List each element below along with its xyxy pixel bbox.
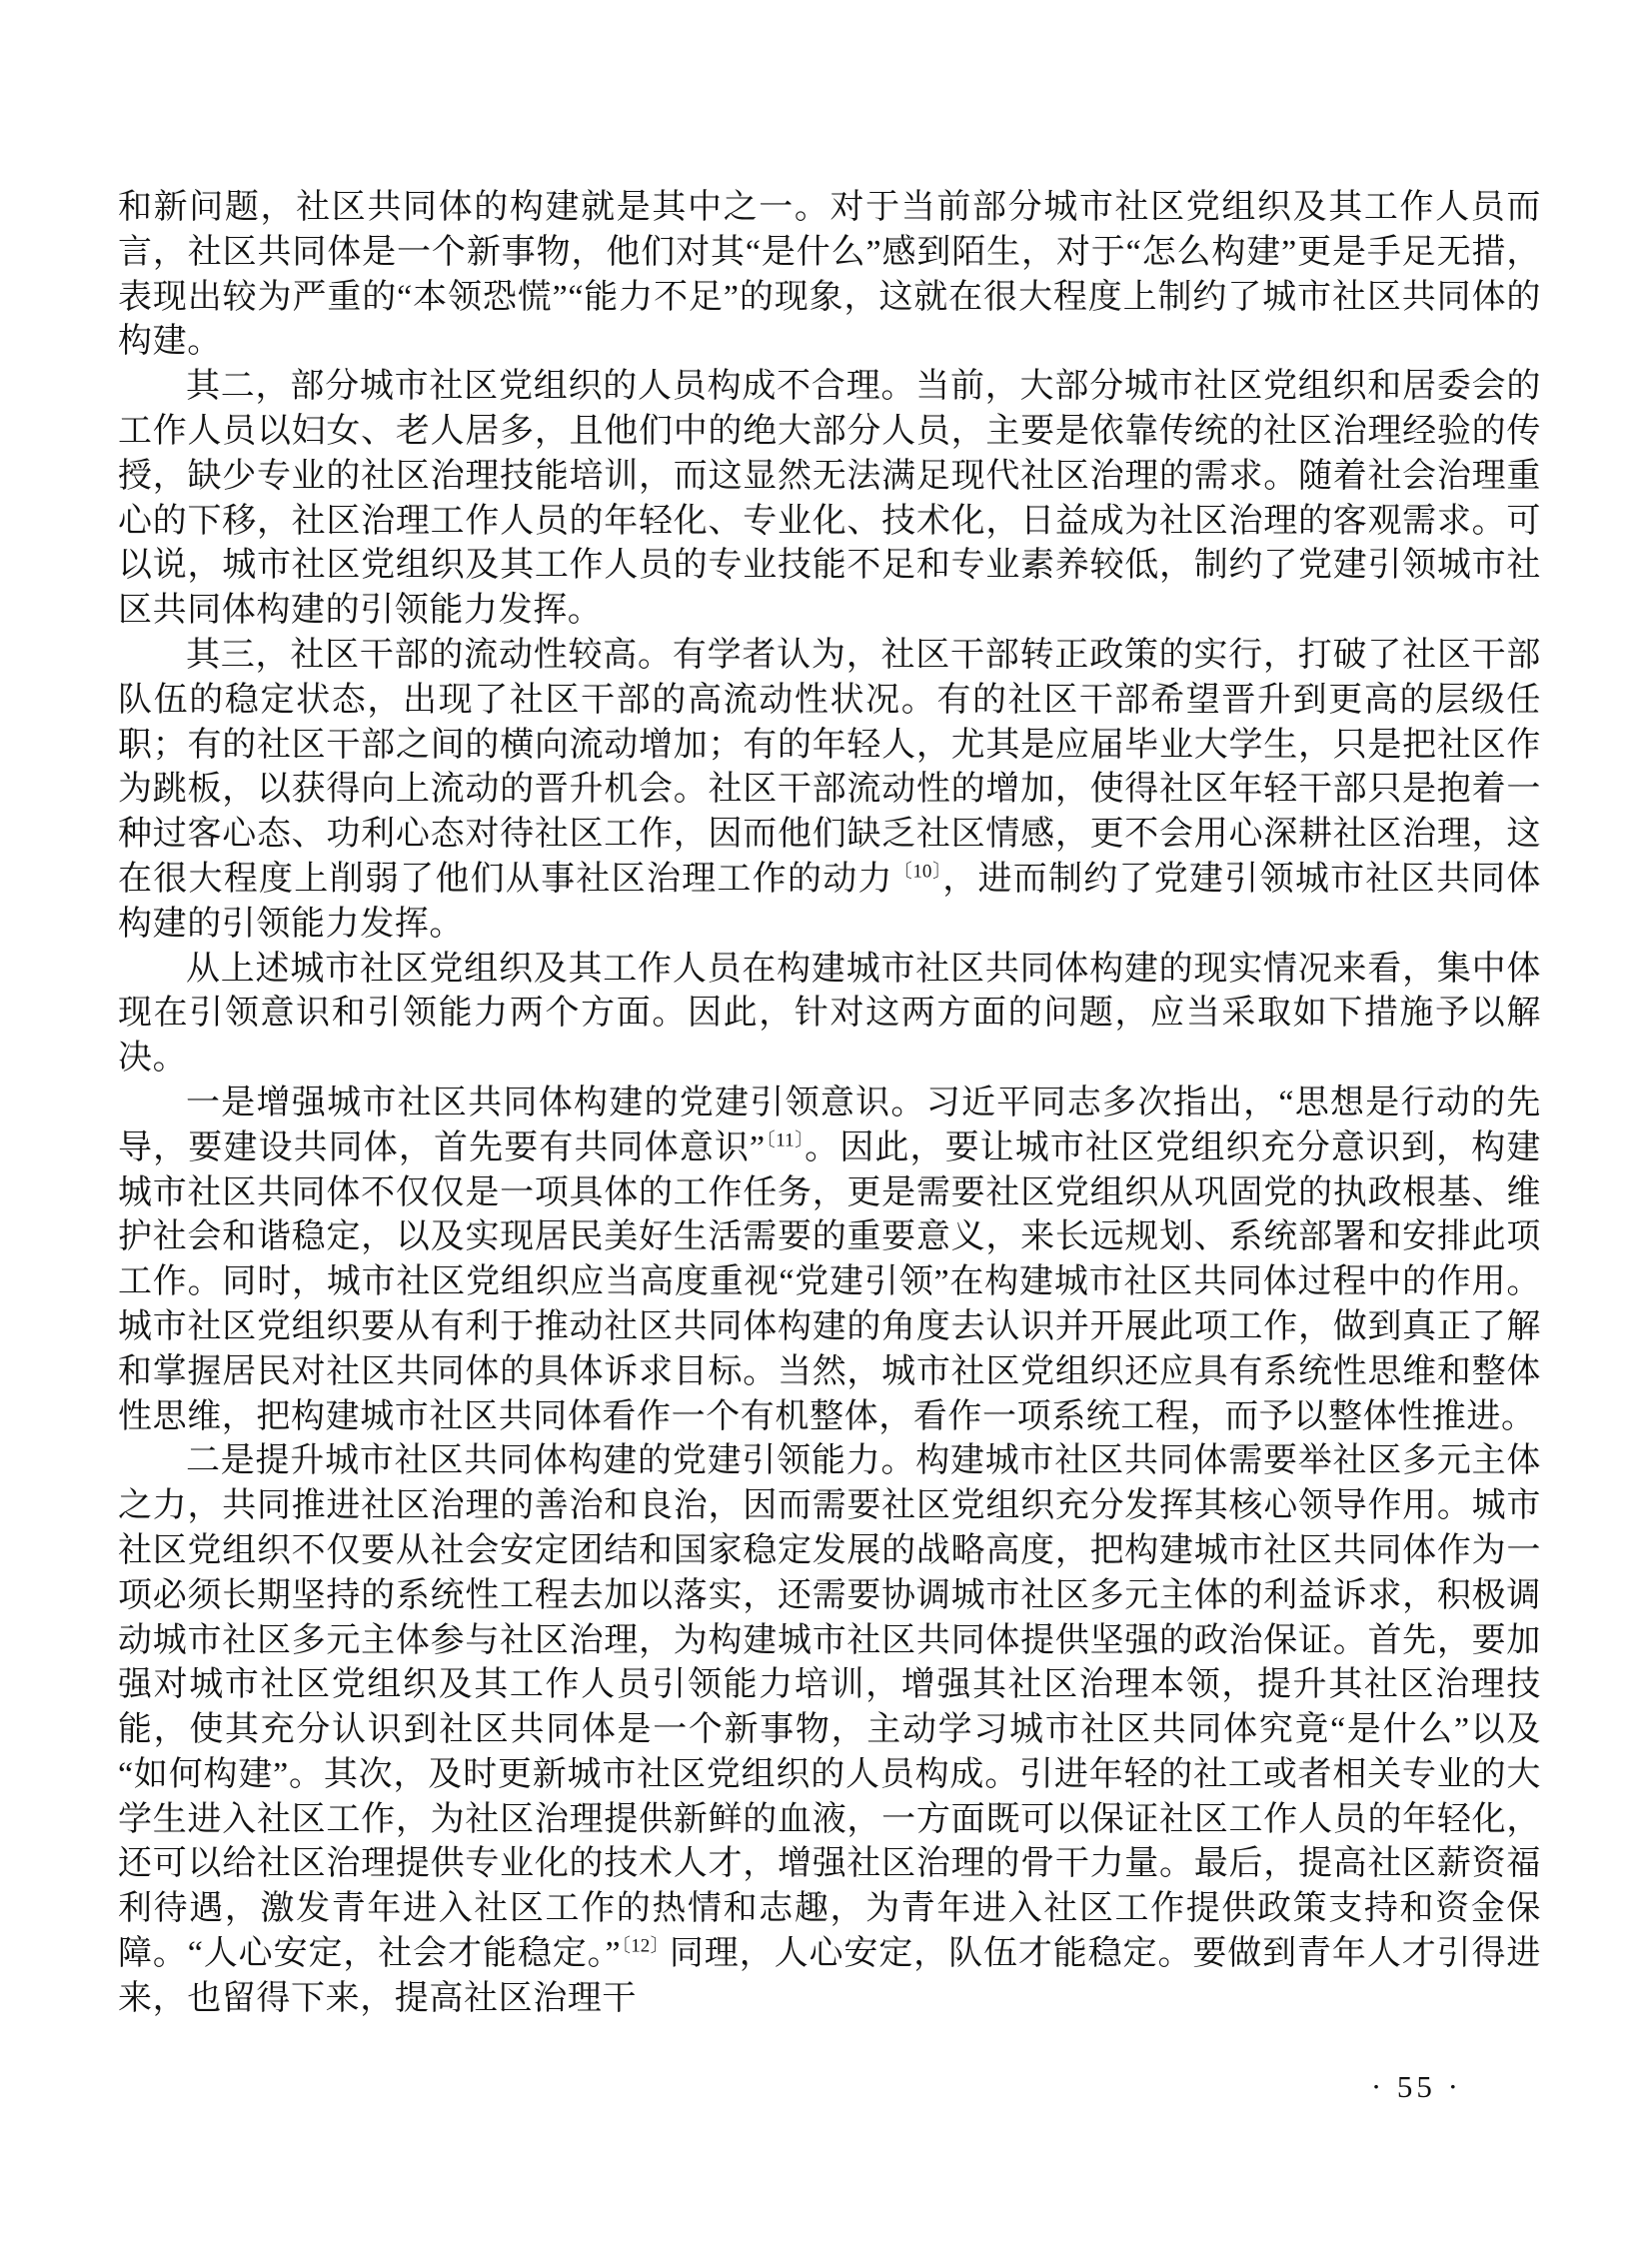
- citation-ref: 〔10〕: [892, 861, 943, 883]
- paragraph: 一是增强城市社区共同体构建的党建引领意识。习近平同志多次指出，“思想是行动的先导，要建设共同体，首先要有共同体意识”$^{〔11〕}$。因此，要让城市社区党组织充分意识到，构建城市社区共同体不仅仅是一项具体的工作任务，更是需要社区党组织从巩固党的执政根基、维护社会和谐稳定，以及实现居民美好生活需要的重要意义，来长远规划、系统部署和安排此项工作。同时，城市社区党组织应当高度重视“党建引领”在构建城市社区共同体过程中的作用。城市社区党组织要从有利于推动社区共同体构建的角度去认识并开展此项工作，做到真正了解和掌握居民对社区共同体的具体诉求目标。当然，城市社区党组织还应具有系统性思维和整体性思维，把构建城市社区共同体看作一个有机整体，看作一项系统工程，而予以整体性推进。: [118, 1084, 1541, 1435]
- paragraph: 和新问题，社区共同体的构建就是其中之一。对于当前部分城市社区党组织及其工作人员而言，社区共同体是一个新事物，他们对其“是什么”感到陌生，对于“怎么构建”更是手足无措，表现出较为严重的“本领恐慌”“能力不足”的现象，这就在很大程度上制约了城市社区共同体的构建。: [118, 189, 1541, 361]
- paragraph: 从上述城市社区党组织及其工作人员在构建城市社区共同体构建的现实情况来看，集中体现在引领意识和引领能力两个方面。因此，针对这两方面的问题，应当采取如下措施予以解决。: [118, 950, 1541, 1078]
- paragraph: 其三，社区干部的流动性较高。有学者认为，社区干部转正政策的实行，打破了社区干部队伍的稳定状态，出现了社区干部的高流动性状况。有的社区干部希望晋升到更高的层级任职；有的社区干部之间的横向流动增加；有的年轻人，尤其是应届毕业大学生，只是把社区作为跳板，以获得向上流动的晋升机会。社区干部流动性的增加，使得社区年轻干部只是抱着一种过客心态、功利心态对待社区工作，因而他们缺乏社区情感，更不会用心深耕社区治理，这在很大程度上削弱了他们从事社区治理工作的动力$^{〔10〕}$，进而制约了党建引领城市社区共同体构建的引领能力发挥。: [118, 636, 1541, 943]
- page-number: · 55 ·: [1370, 2069, 1462, 2104]
- paragraph: 其二，部分城市社区党组织的人员构成不合理。当前，大部分城市社区党组织和居委会的工作人员以妇女、老人居多，且他们中的绝大部分人员，主要是依靠传统的社区治理经验的传授，缺少专业的社区治理技能培训，而这显然无法满足现代社区治理的需求。随着社会治理重心的下移，社区治理工作人员的年轻化、专业化、技术化，日益成为社区治理的客观需求。可以说，城市社区党组织及其工作人员的专业技能不足和专业素养较低，制约了党建引领城市社区共同体构建的引领能力发挥。: [118, 368, 1541, 630]
- citation-ref: 〔11〕: [765, 1129, 806, 1151]
- paragraph: 二是提升城市社区共同体构建的党建引领能力。构建城市社区共同体需要举社区多元主体之力，共同推进社区治理的善治和良治，因而需要社区党组织充分发挥其核心领导作用。城市社区党组织不仅要从社会安定团结和国家稳定发展的战略高度，把构建城市社区共同体作为一项必须长期坚持的系统性工程去加以落实，还需要协调城市社区多元主体的利益诉求，积极调动城市社区多元主体参与社区治理，为构建城市社区共同体提供坚强的政治保证。首先，要加强对城市社区党组织及其工作人员引领能力培训，增强其社区治理本领，提升其社区治理技能，使其充分认识到社区共同体是一个新事物，主动学习城市社区共同体究竟“是什么”以及“如何构建”。其次，及时更新城市社区党组织的人员构成。引进年轻的社工或者相关专业的大学生进入社区工作，为社区治理提供新鲜的血液，一方面既可以保证社区工作人员的年轻化，还可以给社区治理提供专业化的技术人才，增强社区治理的骨干力量。最后，提高社区薪资福利待遇，激发青年进入社区工作的热情和志趣，为青年进入社区工作提供政策支持和资金保障。“人心安定，社会才能稳定。”$^{〔12〕}$同理，人心安定，队伍才能稳定。要做到青年人才引得进来，也留得下来，提高社区治理干: [118, 1442, 1541, 2017]
- citation-ref: 〔12〕: [621, 1935, 670, 1957]
- article-body: [118, 186, 1541, 2022]
